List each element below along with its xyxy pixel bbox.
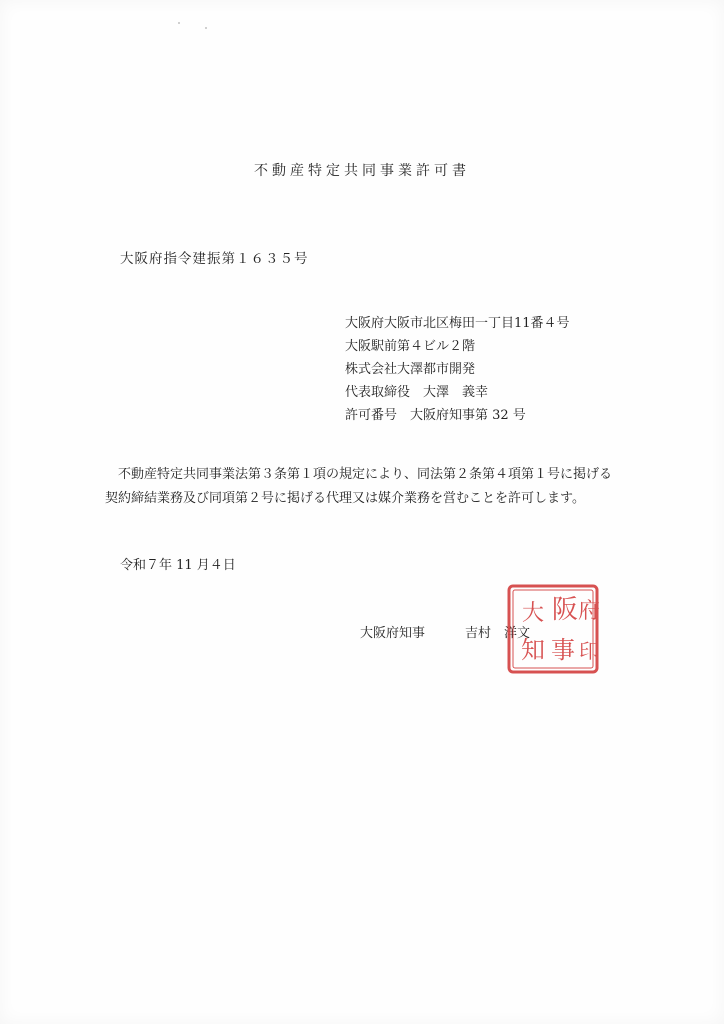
permit-body-line2: 契約締結業務及び同項第２号に掲げる代理又は媒介業務を営むことを許可します。 — [105, 491, 585, 506]
recipient-company: 株式会社大澤都市開発 — [345, 362, 476, 377]
recipient-representative: 代表取締役 大澤 義幸 — [345, 385, 489, 400]
svg-text:事: 事 — [551, 636, 575, 664]
official-seal-icon — [505, 580, 601, 676]
svg-text:知: 知 — [521, 636, 545, 664]
permit-body — [105, 463, 635, 511]
scan-speck — [205, 27, 207, 29]
recipient-address-line1: 大阪府大阪市北区梅田一丁目11番４号 — [345, 316, 570, 331]
issuer-title: 大阪府知事 — [360, 626, 426, 641]
permit-number: 大阪府指令建振第１６３５号 — [120, 251, 309, 267]
svg-text:大: 大 — [521, 601, 545, 626]
issue-date: 令和７年 11 月４日 — [120, 558, 236, 573]
document-title: 不動産特定共同事業許可書 — [254, 163, 470, 179]
recipient-address-line2: 大阪駅前第４ビル２階 — [345, 339, 476, 354]
recipient-license: 許可番号 大阪府知事第 32 号 — [345, 408, 526, 423]
issuer-name: 吉村 洋文 — [465, 626, 531, 641]
svg-text:印: 印 — [579, 639, 599, 663]
permit-body-line1: 不動産特定共同事業法第３条第１項の規定により、同法第２条第４項第１号に掲げる — [118, 467, 613, 482]
recipient-block — [345, 312, 570, 427]
svg-text:阪: 阪 — [551, 595, 579, 625]
svg-text:府: 府 — [577, 599, 601, 624]
scan-speck — [178, 22, 180, 24]
